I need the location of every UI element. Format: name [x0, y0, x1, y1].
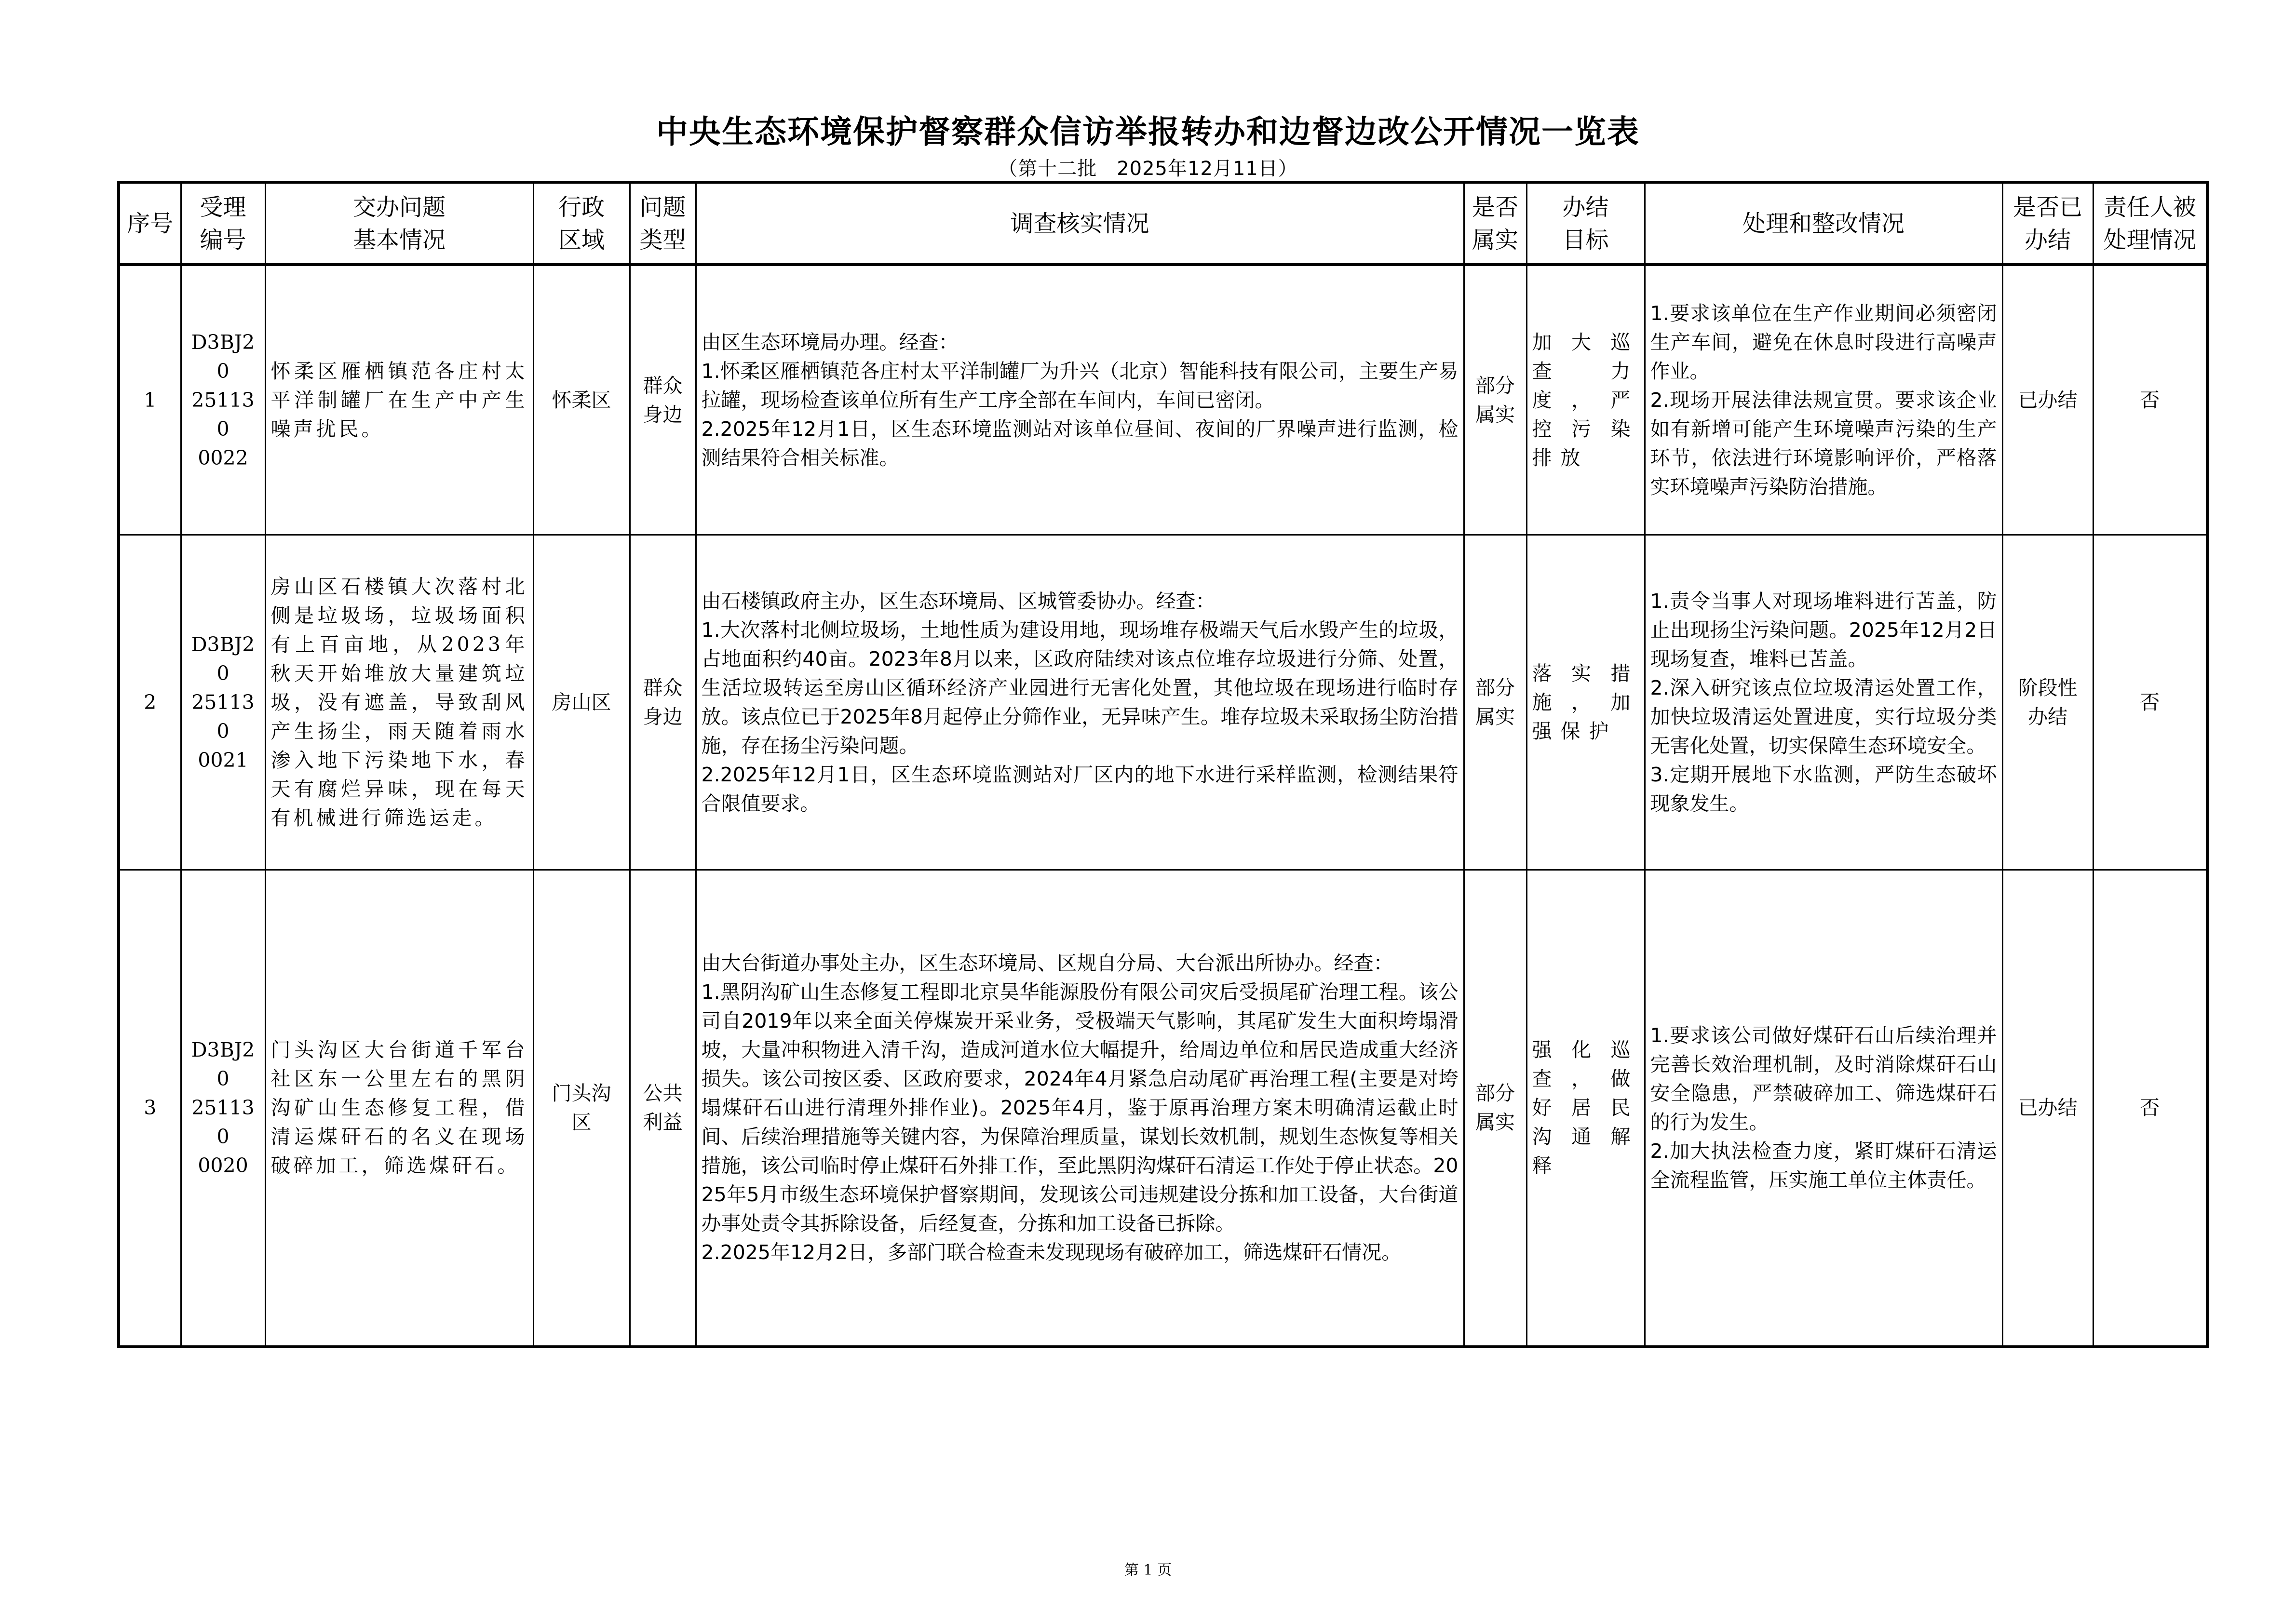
header-verified: 是否 属实 [1464, 182, 1526, 265]
header-rectification: 处理和整改情况 [1645, 182, 2002, 265]
cell-closed: 已办结 [2002, 265, 2093, 535]
cell-district: 房山区 [533, 535, 630, 870]
cell-seq: 1 [119, 265, 181, 535]
cell-case-no: D3BJ20 251130 0020 [181, 870, 265, 1347]
cell-rectification: 1.责令当事人对现场堆料进行苫盖，防止出现扬尘污染问题。2025年12月2日现场复查，堆料已苫盖。 2.深入研究该点位垃圾清运处置工作，加快垃圾清运处置进度，实行垃圾分类无害化处置，切实保障生态环境安全。 3.定期开展地下水监测，严防生态破坏现象发生。 [1645, 535, 2002, 870]
header-case-no: 受理 编号 [181, 182, 265, 265]
document-subtitle: （第十二批 2025年12月11日） [998, 158, 1298, 180]
cell-district: 怀柔区 [533, 265, 630, 535]
table-row [119, 535, 2207, 870]
header-district: 行政 区域 [533, 182, 630, 265]
cell-district: 门头沟 区 [533, 870, 630, 1347]
header-goal: 办结 目标 [1526, 182, 1645, 265]
cell-verified: 部分 属实 [1464, 265, 1526, 535]
table-row [119, 870, 2207, 1347]
cell-goal: 加大巡查力度，严控污染排放 [1526, 265, 1645, 535]
header-closed: 是否已 办结 [2002, 182, 2093, 265]
header-accountability: 责任人被 处理情况 [2093, 182, 2207, 265]
cell-rectification: 1.要求该单位在生产作业期间必须密闭生产车间，避免在休息时段进行高噪声作业。 2.现场开展法律法规宣贯。要求该企业如有新增可能产生环境噪声污染的生产环节，依法进行环境影响评价，严格落实环境噪声污染防治措施。 [1645, 265, 2002, 535]
header-issue-type: 问题 类型 [630, 182, 696, 265]
cell-issue-type: 群众 身边 [630, 535, 696, 870]
cell-case-no: D3BJ20 251130 0022 [181, 265, 265, 535]
cell-issue: 门头沟区大台街道千军台社区东一公里左右的黑阴沟矿山生态修复工程，借清运煤矸石的名义在现场破碎加工，筛选煤矸石。 [265, 870, 533, 1347]
cell-rectification: 1.要求该公司做好煤矸石山后续治理并完善长效治理机制，及时消除煤矸石山安全隐患，严禁破碎加工、筛选煤矸石的行为发生。 2.加大执法检查力度，紧盯煤矸石清运全流程监管，压实施工单位主体责任。 [1645, 870, 2002, 1347]
page-number: 第 1 页 [1124, 1562, 1172, 1579]
cell-investigation: 由石楼镇政府主办，区生态环境局、区城管委协办。经查： 1.大次落村北侧垃圾场，土地性质为建设用地，现场堆存极端天气后水毁产生的垃圾，占地面积约40亩。2023年8月以来，区政府陆续对该点位堆存垃圾进行分筛、处置，生活垃圾转运至房山区循环经济产业园进行无害化处置，其他垃圾在现场进行临时存放。该点位已于2025年8月起停止分筛作业，无异味产生。堆存垃圾未采取扬尘防治措施，存在扬尘污染问题。 2.2025年12月1日，区生态环境监测站对厂区内的地下水进行采样监测，检测结果符合限值要求。 [696, 535, 1464, 870]
petition-table [117, 181, 2209, 1348]
cell-closed: 阶段性 办结 [2002, 535, 2093, 870]
cell-accountability: 否 [2093, 870, 2207, 1347]
cell-accountability: 否 [2093, 535, 2207, 870]
cell-goal: 落实措施，加强保护 [1526, 535, 1645, 870]
table-row [119, 265, 2207, 535]
cell-verified: 部分 属实 [1464, 535, 1526, 870]
cell-issue: 房山区石楼镇大次落村北侧是垃圾场，垃圾场面积有上百亩地，从2023年秋天开始堆放大量建筑垃圾，没有遮盖，导致刮风产生扬尘，雨天随着雨水渗入地下污染地下水，春天有腐烂异味，现在每天有机械进行筛选运走。 [265, 535, 533, 870]
cell-issue: 怀柔区雁栖镇范各庄村太平洋制罐厂在生产中产生噪声扰民。 [265, 265, 533, 535]
table-header-row [119, 182, 2207, 265]
cell-goal: 强化巡查，做好居民沟通解释 [1526, 870, 1645, 1347]
header-seq: 序号 [119, 182, 181, 265]
cell-case-no: D3BJ20 251130 0021 [181, 535, 265, 870]
cell-issue-type: 公共 利益 [630, 870, 696, 1347]
cell-verified: 部分 属实 [1464, 870, 1526, 1347]
cell-accountability: 否 [2093, 265, 2207, 535]
header-investigation: 调查核实情况 [696, 182, 1464, 265]
document-title: 中央生态环境保护督察群众信访举报转办和边督边改公开情况一览表 [656, 113, 1640, 150]
cell-seq: 2 [119, 535, 181, 870]
cell-investigation: 由大台街道办事处主办，区生态环境局、区规自分局、大台派出所协办。经查： 1.黑阴沟矿山生态修复工程即北京昊华能源股份有限公司灾后受损尾矿治理工程。该公司自2019年以来全面关停煤炭开采业务，受极端天气影响，其尾矿发生大面积垮塌滑坡，大量冲积物进入清千沟，造成河道水位大幅提升，给周边单位和居民造成重大经济损失。该公司按区委、区政府要求，2024年4月紧急启动尾矿再治理工程(主要是对垮塌煤矸石山进行清理外排作业)。2025年4月，鉴于原再治理方案未明确清运截止时间、后续治理措施等关键内容，为保障治理质量，谋划长效机制，规划生态恢复等相关措施，该公司临时停止煤矸石外排工作，至此黑阴沟煤矸石清运工作处于停止状态。2025年5月市级生态环境保护督察期间，发现该公司违规建设分拣和加工设备，大台街道办事处责令其拆除设备，后经复查，分拣和加工设备已拆除。 2.2025年12月2日，多部门联合检查未发现现场有破碎加工，筛选煤矸石情况。 [696, 870, 1464, 1347]
header-issue: 交办问题 基本情况 [265, 182, 533, 265]
cell-issue-type: 群众 身边 [630, 265, 696, 535]
cell-investigation: 由区生态环境局办理。经查： 1.怀柔区雁栖镇范各庄村太平洋制罐厂为升兴（北京）智能科技有限公司，主要生产易拉罐，现场检查该单位所有生产工序全部在车间内，车间已密闭。 2.2025年12月1日，区生态环境监测站对该单位昼间、夜间的厂界噪声进行监测，检测结果符合相关标准。 [696, 265, 1464, 535]
cell-seq: 3 [119, 870, 181, 1347]
cell-closed: 已办结 [2002, 870, 2093, 1347]
